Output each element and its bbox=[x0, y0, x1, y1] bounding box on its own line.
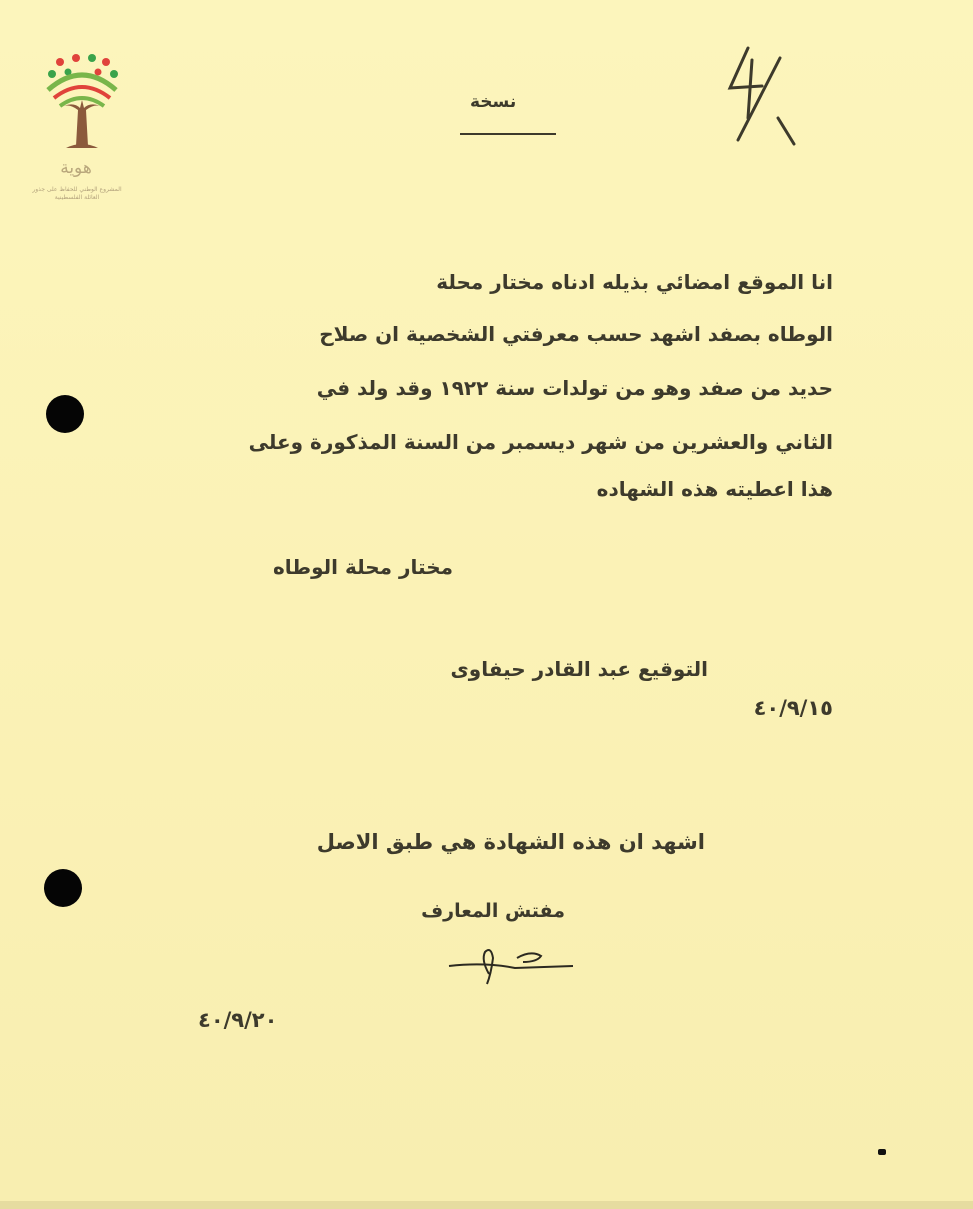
logo-wordmark: هوية bbox=[60, 158, 92, 178]
punch-hole-bottom bbox=[44, 869, 82, 907]
certificate-date: ٤٠/٩/١٥ bbox=[753, 696, 833, 720]
certificate-line-5: هذا اعطيته هذه الشهاده bbox=[596, 477, 833, 501]
mukhtar-signature-line: التوقيع عبد القادر حيفاوى bbox=[450, 657, 708, 681]
handwritten-signature bbox=[445, 940, 575, 990]
handwritten-page-number bbox=[718, 40, 808, 150]
document-heading: نسخة bbox=[470, 92, 517, 112]
certificate-line-1: انا الموقع امضائي بذيله ادناه مختار محلة bbox=[436, 270, 833, 294]
attestation-date: ٤٠/٩/٢٠ bbox=[198, 1008, 278, 1032]
ink-speck bbox=[878, 1149, 886, 1155]
certificate-line-2: الوطاه بصفد اشهد حسب معرفتي الشخصية ان صلاح bbox=[319, 322, 833, 346]
certificate-line-4: الثاني والعشرين من شهر ديسمبر من السنة المذكورة وعلى bbox=[248, 430, 833, 454]
heading-underline bbox=[460, 133, 556, 135]
inspector-title: مفتش المعارف bbox=[421, 900, 565, 922]
page-bottom-edge bbox=[0, 1201, 973, 1209]
logo-caption: المشروع الوطني للحفاظ على جذور العائلة الفلسطينية bbox=[32, 186, 122, 201]
punch-hole-top bbox=[46, 395, 84, 433]
certificate-line-3: حديد من صفد وهو من تولدات سنة ١٩٢٢ وقد ولد في bbox=[316, 376, 833, 400]
attestation-text: اشهد ان هذه الشهادة هي طبق الاصل bbox=[316, 830, 705, 854]
mukhtar-title: مختار محلة الوطاه bbox=[272, 555, 453, 579]
